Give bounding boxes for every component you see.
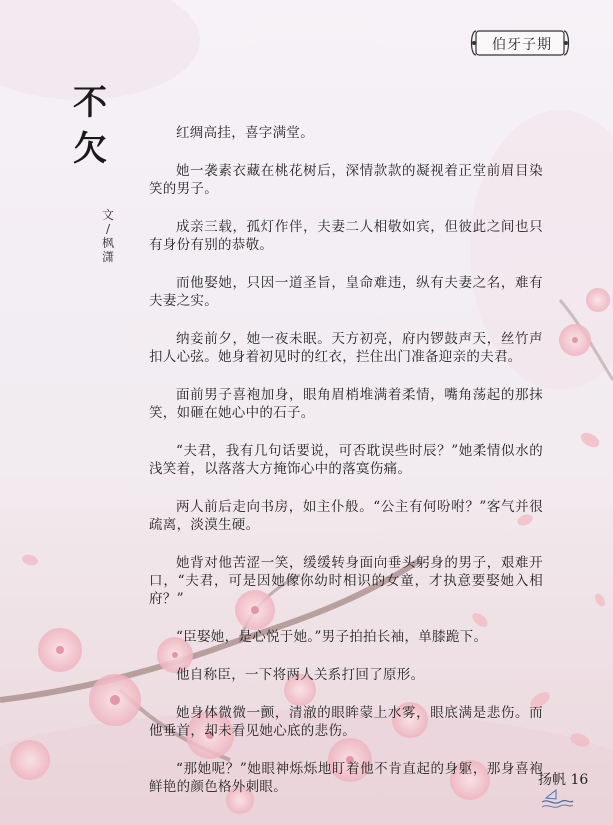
article-author (100, 208, 116, 264)
author-char: / (105, 222, 111, 236)
article-paragraph: 成亲三载，孤灯作伴，夫妻二人相敬如宾，但彼此之间也只有身份有别的恭敬。 (149, 219, 543, 253)
article-title (70, 80, 110, 172)
author-char: 枫 (101, 236, 114, 250)
author-char: 潇 (101, 250, 114, 264)
article-body (149, 124, 543, 816)
article-paragraph: 纳妾前夕，她一夜未眠。天方初亮，府内锣鼓声天，丝竹声扣人心弦。她身着初见时的红衣，拦住出门准备迎亲的夫君。 (149, 331, 543, 365)
article-paragraph: 而他娶她，只因一道圣旨，皇命难违，纵有夫妻之名，难有夫妻之实。 (149, 275, 543, 309)
page-number: 16 (570, 772, 589, 788)
article-paragraph: 面前男子喜袍加身，眼角眉梢堆满着柔情，嘴角荡起的那抹笑，如砸在她心中的石子。 (149, 387, 543, 421)
article-paragraph: 两人前后走向书房，如主仆般。“公主有何吩咐？”客气并很疏离，淡漠生硬。 (149, 499, 543, 533)
article-paragraph: 红绸高挂，喜字满堂。 (176, 125, 314, 141)
article-paragraph: “臣娶她，是心悦于她。”男子拍拍长袖，单膝跪下。 (176, 629, 488, 645)
article-paragraph: “那她呢？”她眼神烁烁地盯着他不肯直起的身躯，那身喜袍鲜艳的颜色格外刺眼。 (149, 761, 543, 795)
article-paragraph: 她身体微微一颤，清澈的眼眸蒙上水雾，眼底满是悲伤。而他垂首，却未看见她心底的悲伤。 (149, 705, 543, 739)
title-char: 不 (73, 83, 107, 123)
article-paragraph: 他自称臣，一下将两人关系打回了原形。 (176, 667, 425, 683)
article-paragraph: “夫君，我有几句话要说，可否耽误些时辰？”她柔情似水的浅笑着，以落落大方掩饰心中的落寞伤痛。 (149, 443, 543, 477)
author-char: 文 (101, 208, 114, 222)
article-paragraph: 她一袭素衣藏在桃花树后，深情款款的凝视着正堂前眉目染笑的男子。 (149, 163, 543, 197)
title-char: 欠 (73, 129, 107, 169)
article-paragraph: 她背对他苦涩一笑，缓缓转身面向垂头躬身的男子，艰难开口，“夫君，可是因她像你幼时相识的女童，才执意要娶她入相府？” (149, 555, 543, 607)
magazine-name: 扬帆 (538, 772, 566, 788)
column-name: 伯牙子期 (492, 37, 552, 53)
page-footer (538, 769, 588, 789)
sailboat-waves-icon (540, 788, 574, 810)
